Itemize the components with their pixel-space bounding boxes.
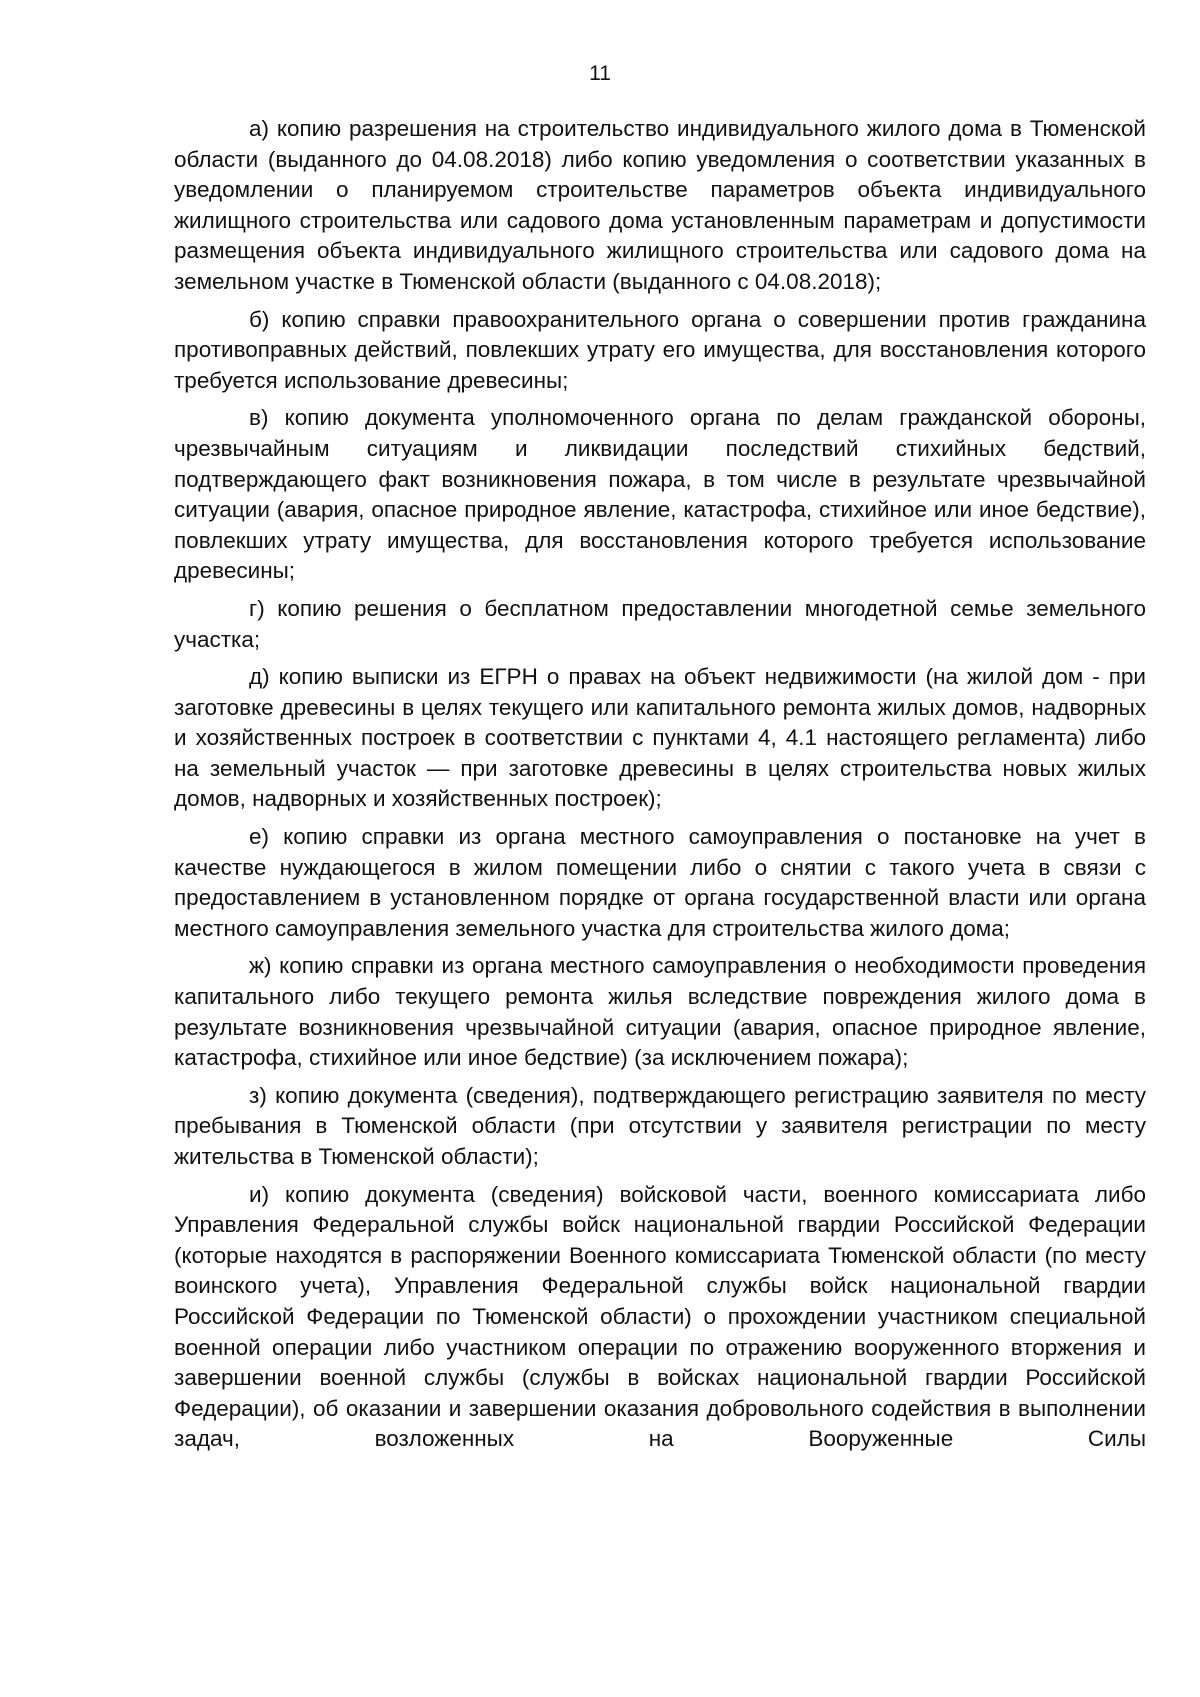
paragraph-v: в) копию документа уполномоченного органа по делам гражданской обороны, чрезвычайным ситуациям и ликвидации последствий стихийных бедствий, подтверждающего факт возникновения пожара, в том числе в результате чрезвычайной ситуации (авария, опасное природное явление, катастрофа, стихийное или иное бедствие), повлекших утрату имущества, для восстановления которого требуется использование древесины;: [174, 405, 1146, 584]
paragraph-i: и) копию документа (сведения) войсковой части, военного комиссариата либо Управления Федеральной службы войск национальной гвардии Российской Федерации (которые находятся в распоряжении Военного комиссариата Тюменской области (по месту воинского учета), Управления Федеральной службы войск национальной гвардии Российской Федерации по Тюменской области) о прохождении участником специальной военной операции либо участником операции по отражению вооруженного вторжения и завершении военной службы (службы в войсках национальной гвардии Российской Федерации), об оказании и завершении оказания добровольного содействия в выполнении задач, возложенных на Вооруженные Силы: [174, 1181, 1146, 1452]
paragraph-b: б) копию справки правоохранительного органа о совершении против гражданина противоправных действий, повлекших утрату его имущества, для восстановления которого требуется использование древесины;: [174, 306, 1146, 393]
paragraph-a: а) копию разрешения на строительство индивидуального жилого дома в Тюменской области (выданного до 04.08.2018) либо копию уведомления о соответствии указанных в уведомлении о планируемом строительстве параметров объекта индивидуального жилищного строительства или садового дома установленным параметрам и допустимости размещения объекта индивидуального жилищного строительства или садового дома на земельном участке в Тюменской области (выданного с 04.08.2018);: [174, 116, 1146, 294]
document-body: [174, 114, 1146, 1462]
paragraph-zh: ж) копию справки из органа местного самоуправления о необходимости проведения капитального либо текущего ремонта жилья вследствие повреждения жилого дома в результате возникновения чрезвычайной ситуации (авария, опасное природное явление, катастрофа, стихийное или иное бедствие) (за исключением пожара);: [174, 953, 1146, 1071]
paragraph-e: е) копию справки из органа местного самоуправления о постановке на учет в качестве нуждающегося в жилом помещении либо о снятии с такого учета в связи с предоставлением в установленном порядке от органа государственной власти или органа местного самоуправления земельного участка для строительства жилого дома;: [174, 824, 1146, 941]
paragraph-z: з) копию документа (сведения), подтверждающего регистрацию заявителя по месту пребывания в Тюменской области (при отсутствии у заявителя регистрации по месту жительства в Тюменской области);: [174, 1082, 1146, 1169]
page-number: 11: [589, 62, 611, 85]
paragraph-d: д) копию выписки из ЕГРН о правах на объект недвижимости (на жилой дом - при заготовке древесины в целях текущего или капитального ремонта жилых домов, надворных и хозяйственных построек в соответствии с пунктами 4, 4.1 настоящего регламента) либо на земельный участок — при заготовке древесины в целях строительства новых жилых домов, надворных и хозяйственных построек);: [174, 664, 1146, 812]
paragraph-g: г) копию решения о бесплатном предоставлении многодетной семье земельного участка;: [174, 595, 1146, 652]
